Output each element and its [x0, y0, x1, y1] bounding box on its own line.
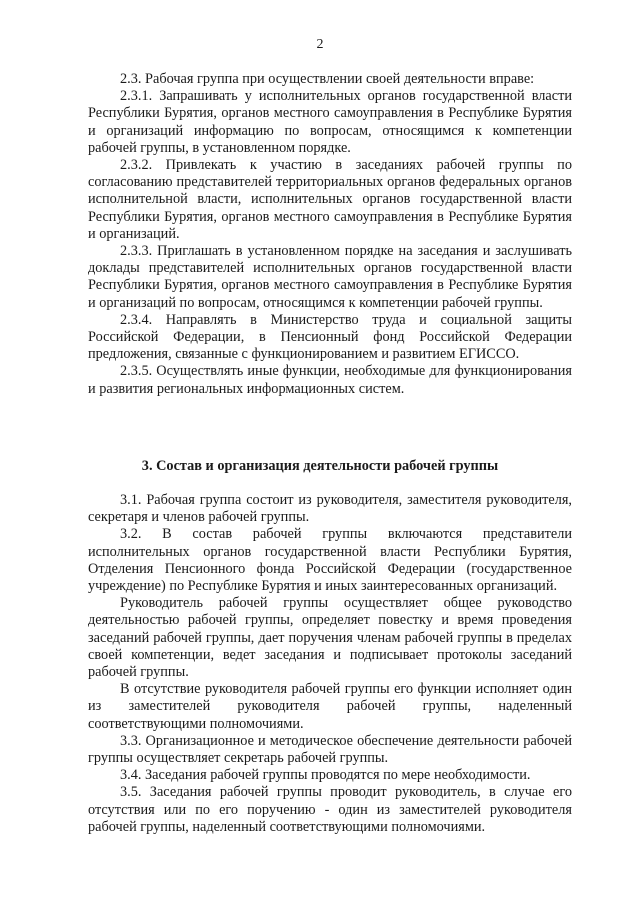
paragraph-2-3-3: 2.3.3. Приглашать в установленном порядке на заседания и заслушивать доклады представителей исполнительных органов государственной власти Республики Бурятия, органов местного самоуправления в Республике Бурятия и организаций по вопросам, относящимся к компетенции рабочей группы.	[88, 243, 572, 311]
section-3-body	[88, 492, 572, 836]
paragraph-2-3-5: 2.3.5. Осуществлять иные функции, необходимые для функционирования и развития региональных информационных систем.	[88, 363, 572, 397]
paragraph-deputy-duties: В отсутствие руководителя рабочей группы его функции исполняет один из заместителей руководителя рабочей группы, наделенный соответствующими полномочиями.	[88, 681, 572, 732]
paragraph-3-4: 3.4. Заседания рабочей группы проводятся по мере необходимости.	[120, 767, 531, 784]
paragraph-3-5: 3.5. Заседания рабочей группы проводит руководитель, в случае его отсутствия или по его поручению - один из заместителей руководителя рабочей группы, наделенный соответствующими полномочиями.	[88, 784, 572, 835]
page-number: 2	[316, 37, 324, 52]
paragraph-2-3-1: 2.3.1. Запрашивать у исполнительных органов государственной власти Республики Бурятия, органов местного самоуправления в Республике Бурятия и организаций информацию по вопросам, относящимся к компетенции рабочей группы, в установленном порядке.	[88, 88, 572, 156]
paragraph-head-duties: Руководитель рабочей группы осуществляет общее руководство деятельностью рабочей группы, определяет повестку и время проведения заседаний рабочей группы, дает поручения членам рабочей группы в пределах своей компетенции, ведет заседания и подписывает протоколы заседаний рабочей группы.	[88, 595, 572, 681]
paragraph-2-3: 2.3. Рабочая группа при осуществлении своей деятельности вправе:	[120, 71, 535, 87]
paragraph-2-3-2: 2.3.2. Привлекать к участию в заседаниях рабочей группы по согласованию представителей территориальных органов федеральных органов исполнительной власти, исполнительных органов государственной власти Республики Бурятия, органов местного самоуправления в Республике Бурятия и организаций.	[88, 157, 572, 242]
paragraph-3-3: 3.3. Организационное и методическое обеспечение деятельности рабочей группы осуществляет секретарь рабочей группы.	[88, 732, 572, 767]
section-3-heading: 3. Состав и организация деятельности рабочей группы	[141, 458, 499, 474]
section-2-3-body	[88, 71, 572, 398]
paragraph-3-2: 3.2. В состав рабочей группы включаются представители исполнительных органов государственной власти Республики Бурятия, Отделения Пенсионного фонда Российской Федерации (государственное учреждение) по Республике Бурятия и иных заинтересованных организаций.	[88, 526, 572, 595]
paragraph-3-1: 3.1. Рабочая группа состоит из руководителя, заместителя руководителя, секретаря и членов рабочей группы.	[88, 492, 572, 526]
paragraph-2-3-4: 2.3.4. Направлять в Министерство труда и социальной защиты Российской Федерации, в Пенсионный фонд Российской Федерации предложения, связанные с функционированием и развитием ЕГИССО.	[88, 311, 572, 363]
